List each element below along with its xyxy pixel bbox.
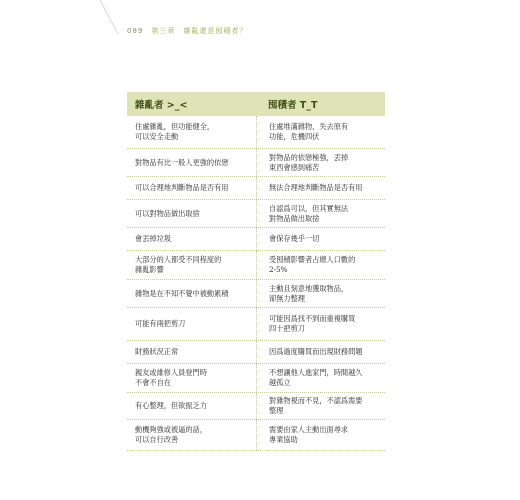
table-row — [127, 364, 385, 393]
cell-clutterer — [127, 200, 256, 227]
cell-hoarder — [256, 280, 385, 307]
table-header — [127, 92, 385, 116]
cell-clutterer — [127, 341, 256, 363]
section-title: 雜亂還是囤積者？ — [183, 27, 248, 35]
table-row — [127, 308, 385, 341]
cell-text: 可能因爲找不到而重複購買 四十把剪刀 — [269, 314, 356, 333]
cell-text: 可以合理地判斷物品是否有用 — [135, 183, 229, 192]
table-row — [127, 341, 385, 364]
cell-clutterer — [127, 149, 256, 176]
cell-hoarder — [256, 177, 385, 199]
cell-text: 無法合理地判斷物品是否有用 — [269, 183, 363, 192]
running-header — [127, 26, 247, 36]
table-row — [127, 280, 385, 308]
cell-hoarder — [256, 200, 385, 227]
cell-clutterer — [127, 364, 256, 392]
cell-text: 住處堆滿雜物，失去原有 功能，危機四伏 — [269, 122, 349, 141]
cell-hoarder — [256, 251, 385, 279]
cell-text: 動機夠強或被逼的話， 可以自行改善 — [135, 425, 207, 444]
column-header-clutterer: 雜亂者 >_< — [135, 100, 188, 111]
cell-clutterer — [127, 393, 256, 419]
table-row — [127, 200, 385, 228]
cell-text: 自認爲可以，但其實無法 對物品做出取捨 — [269, 203, 349, 223]
table-row — [127, 420, 385, 451]
cell-text: 雜物是在不知不覺中被動累積 — [135, 288, 229, 298]
cell-clutterer — [127, 420, 256, 450]
cell-hoarder — [256, 308, 385, 340]
corner-decoration — [98, 0, 120, 36]
cell-hoarder — [256, 420, 385, 450]
cell-text: 受囤積影響者占總人口數的 2-5% — [269, 255, 356, 274]
cell-text: 不想讓他人進家門，時間越久 越孤立 — [269, 368, 363, 387]
cell-text: 有心整理，但欲振乏力 — [135, 401, 207, 410]
cell-text: 會保存幾乎一切 — [269, 234, 320, 243]
table-body — [127, 116, 385, 451]
page-number: 089 — [127, 27, 144, 35]
cell-text: 可能有兩把剪刀 — [135, 319, 186, 328]
cell-clutterer — [127, 251, 256, 279]
cell-text: 需要由家人主動出面尋求 專業協助 — [269, 425, 349, 444]
cell-hoarder — [256, 116, 385, 148]
comparison-table — [127, 92, 385, 451]
table-row — [127, 177, 385, 200]
cell-clutterer — [127, 116, 256, 148]
cell-hoarder — [256, 364, 385, 392]
table-row — [127, 393, 385, 420]
cell-text: 對物品的依戀極強，丟掉 東西會感到痛苦 — [269, 152, 349, 172]
cell-text: 因爲過度購買而出現財務問題 — [269, 347, 363, 356]
cell-clutterer — [127, 177, 256, 199]
cell-clutterer — [127, 228, 256, 250]
cell-text: 財務狀況正常 — [135, 347, 179, 356]
cell-hoarder — [256, 393, 385, 419]
cell-clutterer — [127, 308, 256, 340]
cell-text: 可以對物品做出取捨 — [135, 208, 200, 218]
cell-text: 大部分的人都受不同程度的 雜亂影響 — [135, 255, 222, 274]
table-row — [127, 149, 385, 177]
table-row — [127, 251, 385, 280]
cell-hoarder — [256, 228, 385, 250]
table-row — [127, 228, 385, 251]
cell-hoarder — [256, 341, 385, 363]
cell-text: 對雜物視而不見，不認爲需要 整理 — [269, 396, 363, 415]
column-header-hoarder: 囤積者 T_T — [268, 100, 318, 111]
table-row — [127, 116, 385, 149]
cell-text: 會丟掉垃圾 — [135, 234, 171, 243]
cell-hoarder — [256, 149, 385, 176]
cell-text: 住處雜亂，但功能健全， 可以安全走動 — [135, 122, 215, 141]
cell-text: 主動且刻意地獲取物品， 卻無力整理 — [269, 283, 349, 303]
cell-text: 親友或維修人員登門時 不會不自在 — [135, 368, 207, 387]
cell-clutterer — [127, 280, 256, 307]
cell-text: 對物品有比一般人更強的依戀 — [135, 157, 229, 167]
chapter-label: 第三章 — [151, 27, 176, 35]
